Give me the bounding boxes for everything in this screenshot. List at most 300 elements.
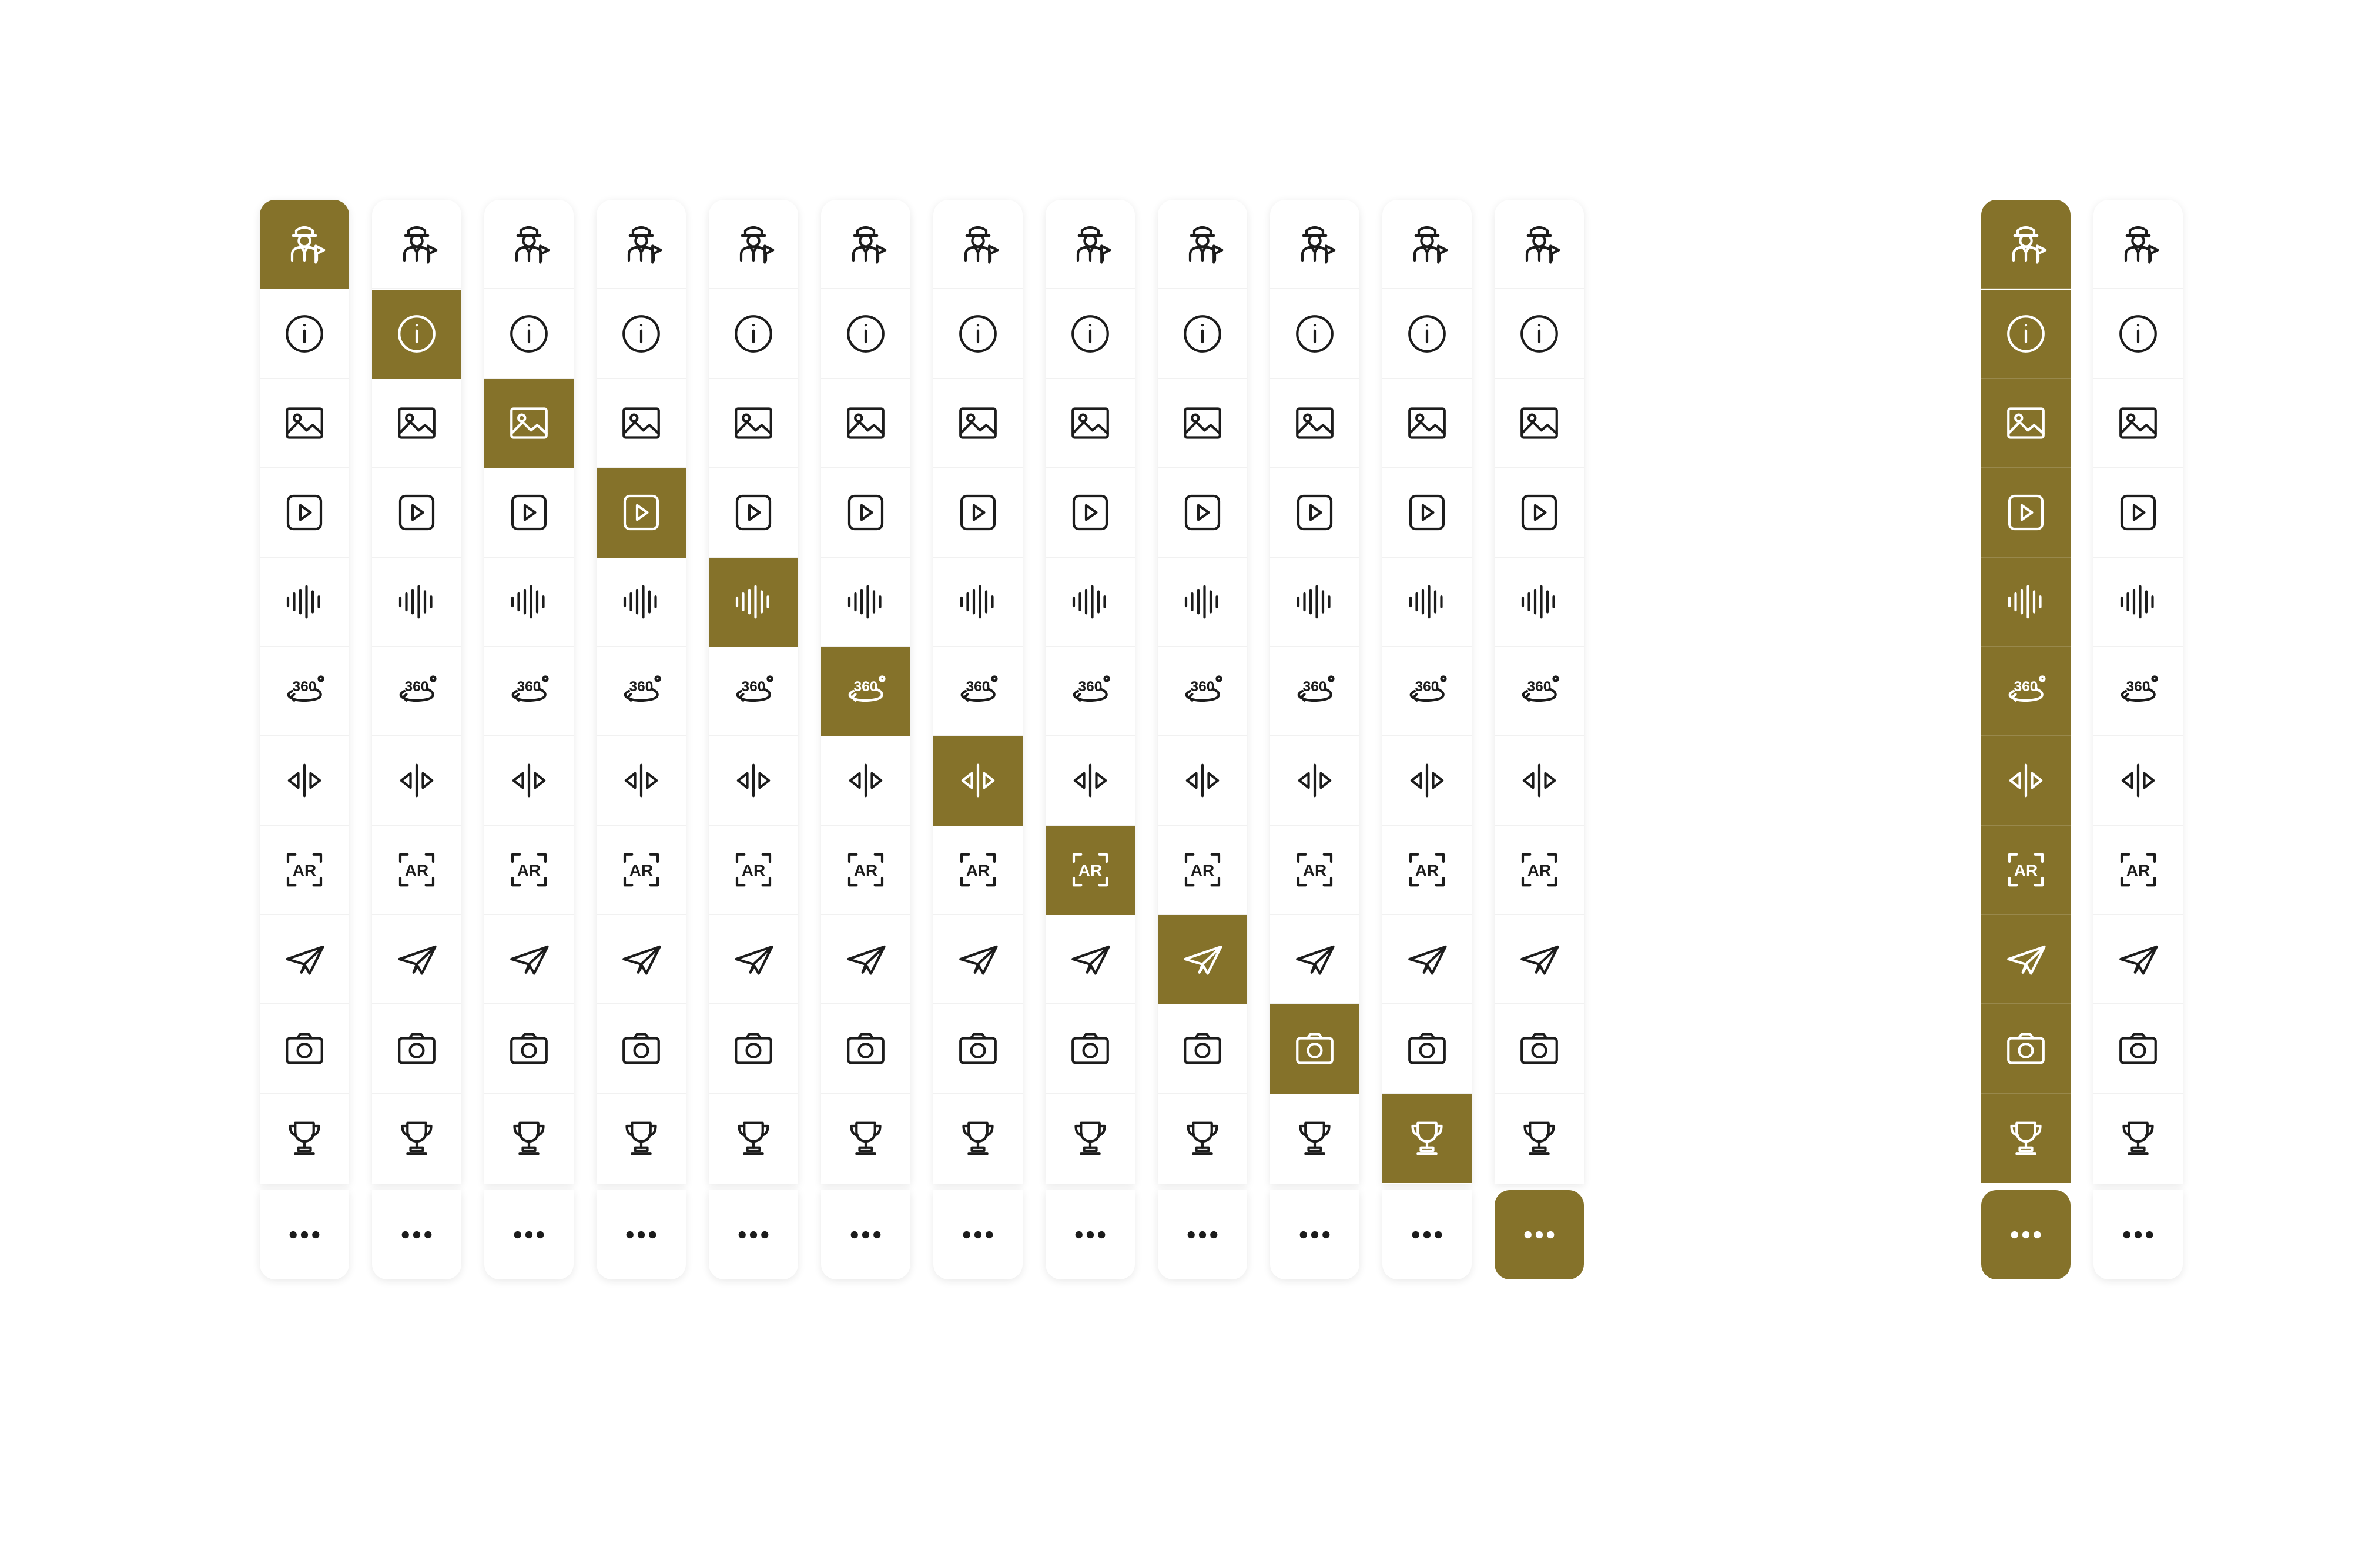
trophy-icon [1515,1114,1564,1163]
svg-text:AR: AR [1415,861,1439,880]
sidebar-item-video[interactable] [1981,468,2071,558]
trophy-icon [1066,1114,1115,1163]
sidebar-item-share[interactable] [484,915,574,1004]
sidebar-item-audio[interactable] [1495,558,1584,647]
play-video-icon [1515,488,1564,537]
sidebar-item-audio[interactable] [597,558,686,647]
sidebar-item-ar[interactable] [484,826,574,915]
sidebar-item-guide[interactable] [1046,200,1135,289]
svg-text:360: 360 [1190,679,1215,695]
sidebar-item-panorama[interactable] [709,647,798,736]
sidebar-item-ar[interactable] [372,826,461,915]
sidebar-item-camera[interactable] [2093,1004,2183,1094]
sidebar-variant-8 [1046,200,1135,1279]
sidebar-item-share[interactable] [1382,915,1472,1004]
sidebar-item-info[interactable] [709,290,798,379]
sidebar-item-share[interactable] [2093,915,2183,1004]
play-video-icon [841,488,890,537]
sidebar-item-guide[interactable] [709,200,798,289]
sidebar-item-guide[interactable] [933,200,1023,289]
info-icon [504,309,554,359]
audio-wave-icon [1402,577,1452,626]
guide-icon [1290,219,1339,269]
sidebar-item-gallery[interactable] [933,379,1023,468]
guide-icon [280,219,329,269]
svg-text:360: 360 [853,679,878,695]
svg-text:AR: AR [404,861,429,880]
sidebar-variant-5 [709,200,798,1279]
360-view-icon [729,666,778,716]
sidebar-item-video[interactable] [1270,468,1359,558]
sidebar-item-panorama[interactable] [597,647,686,736]
paper-plane-icon [729,934,778,984]
sidebar-item-guide[interactable] [1382,200,1472,289]
sidebar-item-gallery[interactable] [597,379,686,468]
sidebar-item-info[interactable] [597,290,686,379]
360-view-icon [1178,666,1227,716]
sidebar-item-achievements[interactable] [1495,1094,1584,1183]
sidebar-item-panorama[interactable] [933,647,1023,736]
sidebar-item-achievements[interactable] [933,1094,1023,1183]
compare-slider-icon [2113,756,2163,805]
sidebar-item-video[interactable] [2093,468,2183,558]
sidebar-item-video[interactable] [1158,468,1247,558]
ar-icon [617,845,666,894]
svg-text:AR: AR [1190,861,1215,880]
360-view-icon [2001,666,2051,716]
sidebar-item-info[interactable] [1046,290,1135,379]
sidebar-item-ar[interactable] [1158,826,1247,915]
more-dots-icon [1290,1210,1339,1259]
sidebar-item-compare[interactable] [1495,736,1584,826]
sidebar-item-gallery[interactable] [2093,379,2183,468]
sidebar-item-gallery[interactable] [1046,379,1135,468]
guide-icon [841,219,890,269]
ar-icon [729,845,778,894]
sidebar-item-camera[interactable] [1270,1004,1359,1094]
sidebar-item-panorama[interactable] [484,647,574,736]
ar-icon [280,845,329,894]
sidebar-item-info[interactable] [1382,290,1472,379]
sidebar-item-video[interactable] [821,468,910,558]
sidebar-item-share[interactable] [933,915,1023,1004]
sidebar-item-ar[interactable] [1046,826,1135,915]
sidebar-item-gallery[interactable] [484,379,574,468]
sidebar-item-gallery[interactable] [1495,379,1584,468]
sidebar-item-camera[interactable] [484,1004,574,1094]
sidebar-item-panorama[interactable] [1158,647,1247,736]
guide-icon [953,219,1003,269]
svg-text:AR: AR [629,861,654,880]
sidebar-item-camera[interactable] [933,1004,1023,1094]
sidebar-item-compare[interactable] [933,736,1023,826]
sidebar-item-more[interactable] [1495,1190,1584,1279]
sidebar-item-guide[interactable] [821,200,910,289]
sidebar-item-gallery[interactable] [1981,379,2071,468]
image-icon [1178,398,1227,448]
sidebar-item-more[interactable] [933,1190,1023,1279]
guide-icon [617,219,666,269]
camera-icon [1515,1024,1564,1073]
sidebar-item-video[interactable] [1382,468,1472,558]
svg-text:AR: AR [741,861,766,880]
audio-wave-icon [1515,577,1564,626]
sidebar-item-achievements[interactable] [1382,1094,1472,1183]
sidebar-item-video[interactable] [1495,468,1584,558]
more-dots-icon [504,1210,554,1259]
sidebar-item-share[interactable] [372,915,461,1004]
sidebar-item-info[interactable] [933,290,1023,379]
sidebar-item-ar[interactable] [709,826,798,915]
sidebar-item-share[interactable] [821,915,910,1004]
sidebar-item-share[interactable] [709,915,798,1004]
ar-icon [392,845,441,894]
sidebar-item-ar[interactable] [821,826,910,915]
compare-slider-icon [841,756,890,805]
play-video-icon [1290,488,1339,537]
play-video-icon [2113,488,2163,537]
sidebar-item-gallery[interactable] [372,379,461,468]
ar-icon [2113,845,2163,894]
360-view-icon [392,666,441,716]
sidebar-item-achievements[interactable] [1158,1094,1247,1183]
sidebar-item-guide[interactable] [1270,200,1359,289]
sidebar-item-guide[interactable] [2093,200,2183,289]
play-video-icon [729,488,778,537]
sidebar-item-ar[interactable] [260,826,349,915]
play-video-icon [280,488,329,537]
sidebar-item-achievements[interactable] [1981,1094,2071,1183]
sidebar-item-audio[interactable] [260,558,349,647]
trophy-icon [1402,1114,1452,1163]
play-video-icon [1066,488,1115,537]
sidebar-item-ar[interactable] [1270,826,1359,915]
trophy-icon [729,1114,778,1163]
sidebar-item-gallery[interactable] [821,379,910,468]
audio-wave-icon [841,577,890,626]
sidebar-item-share[interactable] [260,915,349,1004]
sidebar-variant-12 [1495,200,1584,1279]
ar-icon [504,845,554,894]
sidebar-item-panorama[interactable] [821,647,910,736]
sidebar-item-compare[interactable] [1046,736,1135,826]
trophy-icon [1178,1114,1227,1163]
sidebar-item-audio[interactable] [709,558,798,647]
sidebar-item-more[interactable] [1158,1190,1247,1279]
sidebar-item-ar[interactable] [597,826,686,915]
guide-icon [1178,219,1227,269]
audio-wave-icon [1290,577,1339,626]
sidebar-item-more[interactable] [1046,1190,1135,1279]
sidebar-item-more[interactable] [1382,1190,1472,1279]
sidebar-variant-7 [933,200,1023,1279]
svg-text:360: 360 [741,679,766,695]
sidebar-item-gallery[interactable] [1270,379,1359,468]
sidebar-item-camera[interactable] [709,1004,798,1094]
guide-icon [1402,219,1452,269]
sidebar-item-info[interactable] [1495,290,1584,379]
sidebar-item-video[interactable] [709,468,798,558]
sidebar-item-share[interactable] [597,915,686,1004]
sidebar-expanded-active [1981,200,2071,1279]
sidebar-variant-2 [372,200,461,1279]
sidebar-item-share[interactable] [1495,915,1584,1004]
sidebar-item-more[interactable] [260,1190,349,1279]
audio-wave-icon [1066,577,1115,626]
sidebar-item-guide[interactable] [1495,200,1584,289]
play-video-icon [953,488,1003,537]
trophy-icon [1290,1114,1339,1163]
camera-icon [1290,1024,1339,1073]
paper-plane-icon [1290,934,1339,984]
sidebar-item-camera[interactable] [1981,1004,2071,1094]
sidebar-item-camera[interactable] [260,1004,349,1094]
360-view-icon [1402,666,1452,716]
svg-text:360: 360 [629,679,654,695]
play-video-icon [617,488,666,537]
compare-slider-icon [1290,756,1339,805]
ar-icon [2001,845,2051,894]
image-icon [841,398,890,448]
sidebar-item-ar[interactable] [1382,826,1472,915]
sidebar-item-camera[interactable] [1158,1004,1247,1094]
guide-icon [1515,219,1564,269]
info-icon [617,309,666,359]
sidebar-item-compare[interactable] [2093,736,2183,826]
sidebar-item-video[interactable] [933,468,1023,558]
sidebar-item-guide[interactable] [260,200,349,289]
sidebar-item-guide[interactable] [372,200,461,289]
play-video-icon [2001,488,2051,537]
ar-icon [1402,845,1452,894]
more-dots-icon [392,1210,441,1259]
info-icon [729,309,778,359]
sidebar-item-audio[interactable] [1382,558,1472,647]
sidebar-item-compare[interactable] [372,736,461,826]
more-dots-icon [2113,1210,2163,1259]
sidebar-item-achievements[interactable] [372,1094,461,1183]
compare-slider-icon [392,756,441,805]
svg-text:360: 360 [1302,679,1327,695]
sidebar-item-audio[interactable] [821,558,910,647]
sidebar-item-panorama[interactable] [1046,647,1135,736]
sidebar-item-achievements[interactable] [2093,1094,2183,1183]
sidebar-item-panorama[interactable] [372,647,461,736]
sidebar-item-more[interactable] [709,1190,798,1279]
sidebar-item-gallery[interactable] [260,379,349,468]
more-dots-icon [841,1210,890,1259]
compare-slider-icon [617,756,666,805]
more-dots-icon [953,1210,1003,1259]
sidebar-item-achievements[interactable] [260,1094,349,1183]
more-dots-icon [2001,1210,2051,1259]
sidebar-item-info[interactable] [2093,290,2183,379]
sidebar-item-more[interactable] [2093,1190,2183,1279]
paper-plane-icon [280,934,329,984]
sidebar-item-panorama[interactable] [1382,647,1472,736]
guide-icon [392,219,441,269]
sidebar-item-camera[interactable] [1046,1004,1135,1094]
info-icon [841,309,890,359]
info-icon [392,309,441,359]
sidebar-item-info[interactable] [484,290,574,379]
sidebar-item-achievements[interactable] [1046,1094,1135,1183]
sidebar-item-camera[interactable] [597,1004,686,1094]
paper-plane-icon [1515,934,1564,984]
sidebar-item-camera[interactable] [821,1004,910,1094]
info-icon [2001,309,2051,359]
sidebar-item-video[interactable] [597,468,686,558]
sidebar-item-panorama[interactable] [1270,647,1359,736]
ar-icon [1178,845,1227,894]
sidebar-item-achievements[interactable] [1270,1094,1359,1183]
more-dots-icon [1402,1210,1452,1259]
sidebar-item-audio[interactable] [1046,558,1135,647]
guide-icon [729,219,778,269]
sidebar-item-panorama[interactable] [1495,647,1584,736]
audio-wave-icon [2001,577,2051,626]
sidebar-item-ar[interactable] [1495,826,1584,915]
more-dots-icon [1178,1210,1227,1259]
guide-icon [2113,219,2163,269]
compare-slider-icon [1402,756,1452,805]
sidebar-item-guide[interactable] [597,200,686,289]
trophy-icon [953,1114,1003,1163]
sidebar-item-camera[interactable] [372,1004,461,1094]
guide-icon [2001,219,2051,269]
sidebar-item-video[interactable] [484,468,574,558]
360-view-icon [504,666,554,716]
sidebar-item-ar[interactable] [1981,826,2071,915]
sidebar-item-info[interactable] [1158,290,1247,379]
svg-text:AR: AR [1302,861,1327,880]
audio-wave-icon [617,577,666,626]
audio-wave-icon [953,577,1003,626]
audio-wave-icon [729,577,778,626]
sidebar-item-ar[interactable] [2093,826,2183,915]
compare-slider-icon [729,756,778,805]
sidebar-item-audio[interactable] [484,558,574,647]
camera-icon [1066,1024,1115,1073]
camera-icon [2113,1024,2163,1073]
sidebar-item-video[interactable] [372,468,461,558]
sidebar-item-audio[interactable] [1270,558,1359,647]
sidebar-variant-10 [1270,200,1359,1279]
ar-icon [953,845,1003,894]
paper-plane-icon [1178,934,1227,984]
sidebar-item-info[interactable] [1981,290,2071,379]
sidebar-item-panorama[interactable] [2093,647,2183,736]
svg-text:360: 360 [1415,679,1439,695]
camera-icon [729,1024,778,1073]
360-view-icon [1515,666,1564,716]
sidebar-item-more[interactable] [597,1190,686,1279]
sidebar-variant-6 [821,200,910,1279]
sidebar-item-guide[interactable] [484,200,574,289]
sidebar-item-compare[interactable] [709,736,798,826]
sidebar-item-share[interactable] [1270,915,1359,1004]
sidebar-item-compare[interactable] [1158,736,1247,826]
sidebar-item-more[interactable] [484,1190,574,1279]
image-icon [504,398,554,448]
sidebar-item-audio[interactable] [372,558,461,647]
svg-text:360: 360 [1527,679,1552,695]
sidebar-item-more[interactable] [821,1190,910,1279]
sidebar-item-more[interactable] [372,1190,461,1279]
sidebar-item-panorama[interactable] [260,647,349,736]
info-icon [1515,309,1564,359]
sidebar-item-info[interactable] [260,290,349,379]
sidebar-item-panorama[interactable] [1981,647,2071,736]
sidebar-item-info[interactable] [821,290,910,379]
svg-text:360: 360 [1078,679,1103,695]
sidebar-item-audio[interactable] [933,558,1023,647]
compare-slider-icon [2001,756,2051,805]
sidebar-variant-1 [260,200,349,1279]
svg-text:AR: AR [2014,861,2038,880]
sidebar-item-gallery[interactable] [1158,379,1247,468]
sidebar-item-camera[interactable] [1495,1004,1584,1094]
sidebar-item-achievements[interactable] [597,1094,686,1183]
camera-icon [841,1024,890,1073]
sidebar-item-compare[interactable] [260,736,349,826]
play-video-icon [1402,488,1452,537]
sidebar-item-share[interactable] [1981,915,2071,1004]
paper-plane-icon [841,934,890,984]
sidebar-item-achievements[interactable] [709,1094,798,1183]
sidebar-item-compare[interactable] [484,736,574,826]
sidebar-item-compare[interactable] [597,736,686,826]
svg-text:AR: AR [292,861,317,880]
sidebar-item-camera[interactable] [1382,1004,1472,1094]
sidebar-item-compare[interactable] [821,736,910,826]
sidebar-item-guide[interactable] [1158,200,1247,289]
sidebar-item-achievements[interactable] [821,1094,910,1183]
sidebar-item-audio[interactable] [2093,558,2183,647]
sidebar-item-video[interactable] [1046,468,1135,558]
svg-text:360: 360 [517,679,541,695]
sidebar-item-more[interactable] [1270,1190,1359,1279]
sidebar-item-achievements[interactable] [484,1094,574,1183]
sidebar-item-more[interactable] [1981,1190,2071,1279]
sidebar-item-gallery[interactable] [709,379,798,468]
trophy-icon [280,1114,329,1163]
sidebar-item-audio[interactable] [1158,558,1247,647]
sidebar-item-compare[interactable] [1270,736,1359,826]
camera-icon [953,1024,1003,1073]
image-icon [729,398,778,448]
sidebar-item-share[interactable] [1046,915,1135,1004]
sidebar-item-info[interactable] [372,290,461,379]
info-icon [1178,309,1227,359]
sidebar-item-guide[interactable] [1981,200,2071,289]
sidebar-item-audio[interactable] [1981,558,2071,647]
compare-slider-icon [1066,756,1115,805]
sidebar-item-ar[interactable] [933,826,1023,915]
image-icon [1290,398,1339,448]
image-icon [1066,398,1115,448]
ar-icon [1066,845,1115,894]
360-view-icon [953,666,1003,716]
camera-icon [1178,1024,1227,1073]
sidebar-item-info[interactable] [1270,290,1359,379]
sidebar-item-share[interactable] [1158,915,1247,1004]
sidebar-item-video[interactable] [260,468,349,558]
sidebar-item-compare[interactable] [1981,736,2071,826]
trophy-icon [841,1114,890,1163]
sidebar-item-compare[interactable] [1382,736,1472,826]
sidebar-item-gallery[interactable] [1382,379,1472,468]
